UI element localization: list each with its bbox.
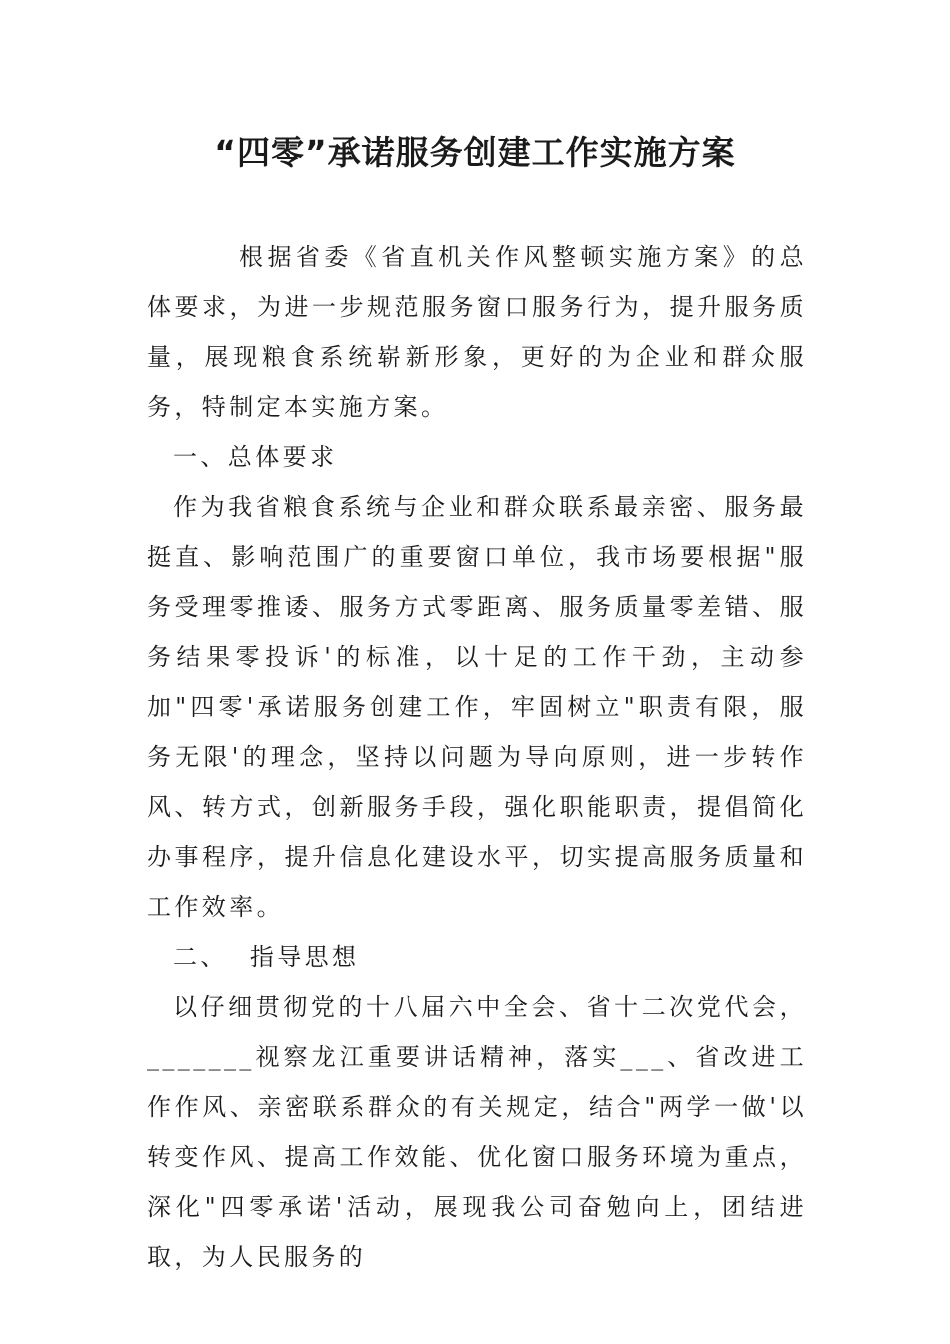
overall-requirements-paragraph: 作为我省粮食系统与企业和群众联系最亲密、服务最挺直、影响范围广的重要窗口单位，我市场要根据"服务受理零推诿、服务方式零距离、服务质量零差错、服务结果零投诉'的标准，以十足的工作干劲，主动参加"四零'承诺服务创建工作，牢固树立"职责有限，服务无限'的理念，坚持以问题为导向原则，进一步转作风、转方式，创新服务手段，强化职能职责，提倡简化办事程序，提升信息化建设水平，切实提高服务质量和工作效率。 (147, 493, 807, 921)
document-body (147, 232, 807, 1282)
section-heading-overall-requirements: 一、总体要求 (173, 443, 338, 471)
section-heading-guiding-ideology: 二、 指导思想 (173, 943, 360, 971)
guiding-ideology-paragraph: 以仔细贯彻党的十八届六中全会、省十二次党代会，_______视察龙江重要讲话精神，落实___、省改进工作作风、亲密联系群众的有关规定，结合"两学一做'以转变作风、提高工作效能、优化窗口服务环境为重点，深化"四零承诺'活动，展现我公司奋勉向上，团结进取，为人民服务的 (147, 993, 807, 1271)
document-title: “四零”承诺服务创建工作实施方案 (214, 133, 736, 172)
intro-paragraph: 根据省委《省直机关作风整顿实施方案》的总体要求，为进一步规范服务窗口服务行为，提升服务质量，展现粮食系统崭新形象，更好的为企业和群众服务，特制定本实施方案。 (147, 243, 807, 421)
